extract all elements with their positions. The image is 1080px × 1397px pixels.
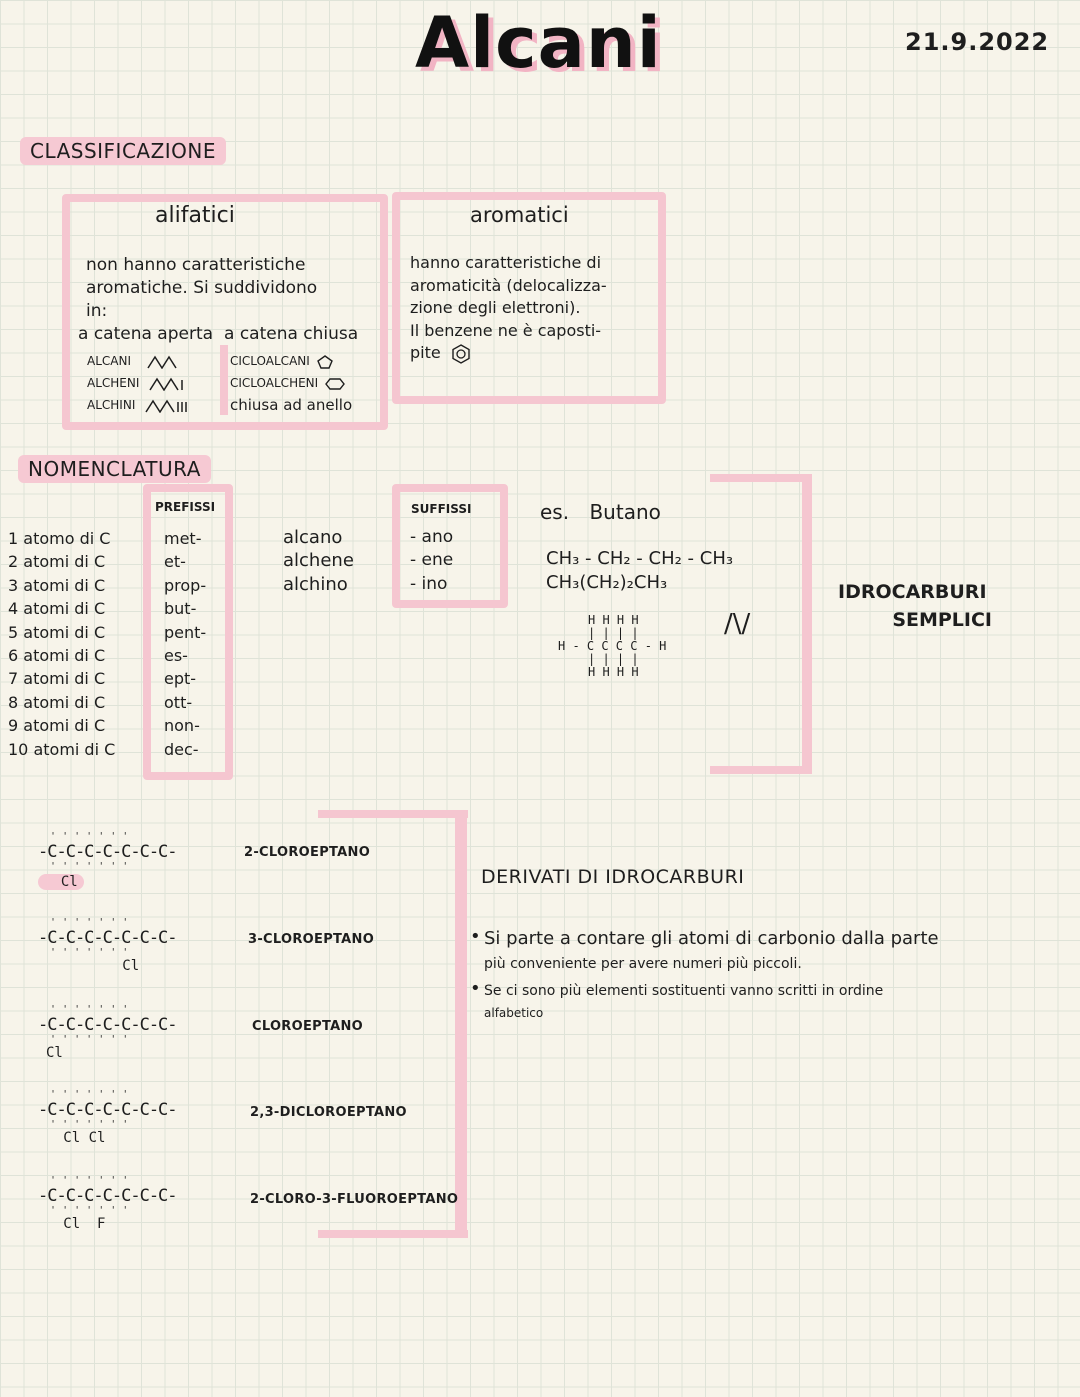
compound-entry xyxy=(38,1090,177,1146)
list-item: but- xyxy=(164,599,197,619)
carbon-chain: -C-C-C-C-C-C-C- xyxy=(38,1015,177,1035)
list-item: prop- xyxy=(164,575,207,595)
column-divider xyxy=(220,345,228,415)
bullet-line: Si parte a contare gli atomi di carbonio dalla parte xyxy=(484,928,939,949)
list-item: 7 atomi di C xyxy=(8,669,106,689)
list-item: alchino xyxy=(283,573,348,595)
derivati-bracket-top xyxy=(318,810,468,818)
bond-ticks: ' ' ' ' ' ' ' xyxy=(38,1205,129,1216)
alifatici-title: alifatici xyxy=(155,203,235,228)
alifatici-desc-line: non hanno caratteristiche xyxy=(86,255,306,275)
list-item: CICLOALCHENI xyxy=(230,372,352,394)
carbon-chain: -C-C-C-C-C-C-C- xyxy=(38,1100,177,1120)
list-item: ott- xyxy=(164,692,193,712)
aromatici-desc-line: aromaticità (delocalizza- xyxy=(410,275,607,295)
bond-ticks: ' ' ' ' ' ' ' xyxy=(38,1034,129,1045)
list-item: ept- xyxy=(164,669,197,689)
alkane-zigzag-icon xyxy=(147,355,177,369)
derivati-heading: DERIVATI DI IDROCARBURI xyxy=(481,866,745,888)
atoms-list xyxy=(8,527,115,761)
suffissi-heading: SUFFISSI xyxy=(411,502,472,516)
classes-list xyxy=(283,526,354,596)
example-name: Butano xyxy=(589,500,661,524)
list-item: non- xyxy=(164,716,200,736)
list-item: 6 atomi di C xyxy=(8,646,106,666)
compound-name: 2-CLOROEPTANO xyxy=(244,845,371,860)
list-item: - ino xyxy=(410,573,448,594)
bracket-top xyxy=(710,474,810,482)
bullet-line: Se ci sono più elementi sostituenti vanno scritti in ordine xyxy=(484,983,884,999)
list-item: 5 atomi di C xyxy=(8,622,106,642)
compound-name: 2-CLORO-3-FLUOROEPTANO xyxy=(250,1192,459,1207)
bracket-bottom xyxy=(710,766,810,774)
bullet-dot: • xyxy=(470,978,481,999)
suffixes-list xyxy=(410,526,453,596)
list-item: 4 atomi di C xyxy=(8,599,106,619)
list-item: es- xyxy=(164,646,188,666)
list-item: - ene xyxy=(410,550,454,571)
list-item: et- xyxy=(164,552,186,572)
substituents: Cl Cl xyxy=(38,1130,106,1146)
derivati-bracket-bottom xyxy=(318,1230,468,1238)
bond-ticks: ' ' ' ' ' ' ' xyxy=(38,1004,129,1015)
list-item: alcano xyxy=(283,527,343,548)
derivati-bracket-side xyxy=(455,810,467,1238)
bond-ticks: ' ' ' ' ' ' ' xyxy=(38,1089,129,1100)
compound-entry xyxy=(38,832,177,890)
bond-ticks: ' ' ' ' ' ' ' xyxy=(38,861,129,872)
struct-bond-row: | | | | xyxy=(588,652,639,666)
substituents: Cl xyxy=(46,1045,63,1061)
bond-ticks: ' ' ' ' ' ' ' xyxy=(38,947,129,958)
aromatici-desc-line: zione degli elettroni). xyxy=(410,298,581,317)
page-date: 21.9.2022 xyxy=(905,28,1050,56)
catena-aperta-heading: a catena aperta xyxy=(78,324,214,344)
alkene-zigzag-icon xyxy=(149,377,185,391)
condensed-formula: CH₃ - CH₂ - CH₂ - CH₃ xyxy=(546,548,734,569)
struct-mid-row: H - C C C C - H xyxy=(558,639,667,653)
catena-chiusa-list xyxy=(230,350,352,416)
list-item: alchene xyxy=(283,550,354,572)
compact-formula: CH₃(CH₂)₂CH₃ xyxy=(546,572,668,593)
bond-ticks: ' ' ' ' ' ' ' xyxy=(38,831,129,842)
bond-ticks: ' ' ' ' ' ' ' xyxy=(38,1119,129,1130)
bond-ticks: ' ' ' ' ' ' ' xyxy=(38,917,129,928)
list-item: met- xyxy=(164,529,202,548)
carbon-chain: -C-C-C-C-C-C-C- xyxy=(38,842,177,862)
bond-ticks: ' ' ' ' ' ' ' xyxy=(38,1175,129,1186)
struct-bond-row: | | | | xyxy=(588,626,639,640)
list-item: pent- xyxy=(164,622,207,642)
side-label-line: IDROCARBURI xyxy=(838,581,987,603)
substituents xyxy=(38,874,177,890)
compound-entry xyxy=(38,918,177,974)
aromatici-desc-line: pite xyxy=(410,342,607,365)
catena-chiusa-heading: a catena chiusa xyxy=(224,324,359,344)
list-item: 2 atomi di C xyxy=(8,552,106,572)
compound-entry xyxy=(38,1005,177,1061)
list-item: 9 atomi di C xyxy=(8,716,106,736)
example-label xyxy=(540,500,661,524)
list-item: dec- xyxy=(164,739,199,759)
aromatici-desc-line: Il benzene ne è caposti- xyxy=(410,320,602,340)
list-item: CICLOALCANI xyxy=(230,350,352,372)
list-item: ALCHENI xyxy=(87,372,187,394)
carbon-chain: -C-C-C-C-C-C-C- xyxy=(38,928,177,948)
list-item: chiusa ad anello xyxy=(230,396,353,414)
example-prefix: es. xyxy=(540,500,570,524)
carbon-chain: -C-C-C-C-C-C-C- xyxy=(38,1186,177,1206)
bullet-item xyxy=(470,980,1050,1024)
alifatici-desc-line: in: xyxy=(86,301,108,321)
aromatici-title: aromatici xyxy=(470,203,569,227)
alifatici-desc-line: aromatiche. Si suddividono xyxy=(86,278,318,298)
side-label-line: SEMPLICI xyxy=(892,609,992,631)
alifatici-description xyxy=(86,254,317,323)
derivati-bullets xyxy=(470,926,1050,1024)
alkyne-zigzag-icon xyxy=(145,399,187,413)
struct-bot-row: H H H H xyxy=(588,665,639,679)
aromatici-description xyxy=(410,252,607,365)
prefissi-heading: PREFISSI xyxy=(155,500,216,514)
list-item: 10 atomi di C xyxy=(8,739,116,759)
section-heading-classificazione: CLASSIFICAZIONE xyxy=(20,137,226,165)
bullet-item xyxy=(470,926,1050,976)
bracket-side xyxy=(802,474,812,774)
list-item: - ano xyxy=(410,527,454,547)
skeletal-formula: /\/ xyxy=(724,609,751,639)
structural-formula xyxy=(558,614,666,679)
bullet-line: più conveniente per avere numeri più piccoli. xyxy=(484,956,802,972)
example-formulas xyxy=(546,547,733,595)
aromatici-desc-line: hanno caratteristiche di xyxy=(410,253,602,272)
cycloalkene-ring-icon xyxy=(325,377,345,391)
list-item: 3 atomi di C xyxy=(8,575,106,595)
compound-name: CLOROEPTANO xyxy=(252,1019,364,1034)
compound-name: 2,3-DICLOROEPTANO xyxy=(250,1105,407,1120)
catena-aperta-list xyxy=(87,350,187,416)
bullet-line: alfabetico xyxy=(484,1006,544,1020)
benzene-ring-icon xyxy=(452,344,470,364)
section-heading-nomenclatura: NOMENCLATURA xyxy=(18,455,211,483)
list-item: 8 atomi di C xyxy=(8,692,106,712)
list-item: ALCHINI xyxy=(87,394,187,416)
substituent-cl: Cl xyxy=(38,874,84,890)
page-title: Alcani xyxy=(415,2,662,84)
prefixes-list xyxy=(164,527,206,761)
compound-entry xyxy=(38,1176,177,1232)
pentagon-ring-icon xyxy=(317,355,333,369)
bullet-dot: • xyxy=(470,926,481,947)
list-item: 1 atomo di C xyxy=(8,529,111,548)
substituents: Cl F xyxy=(38,1216,106,1232)
list-item: ALCANI xyxy=(87,350,187,372)
substituents: Cl xyxy=(38,958,140,974)
idrocarburi-semplici-label xyxy=(838,578,1000,634)
struct-top-row: H H H H xyxy=(588,613,639,627)
compound-name: 3-CLOROEPTANO xyxy=(248,932,375,947)
